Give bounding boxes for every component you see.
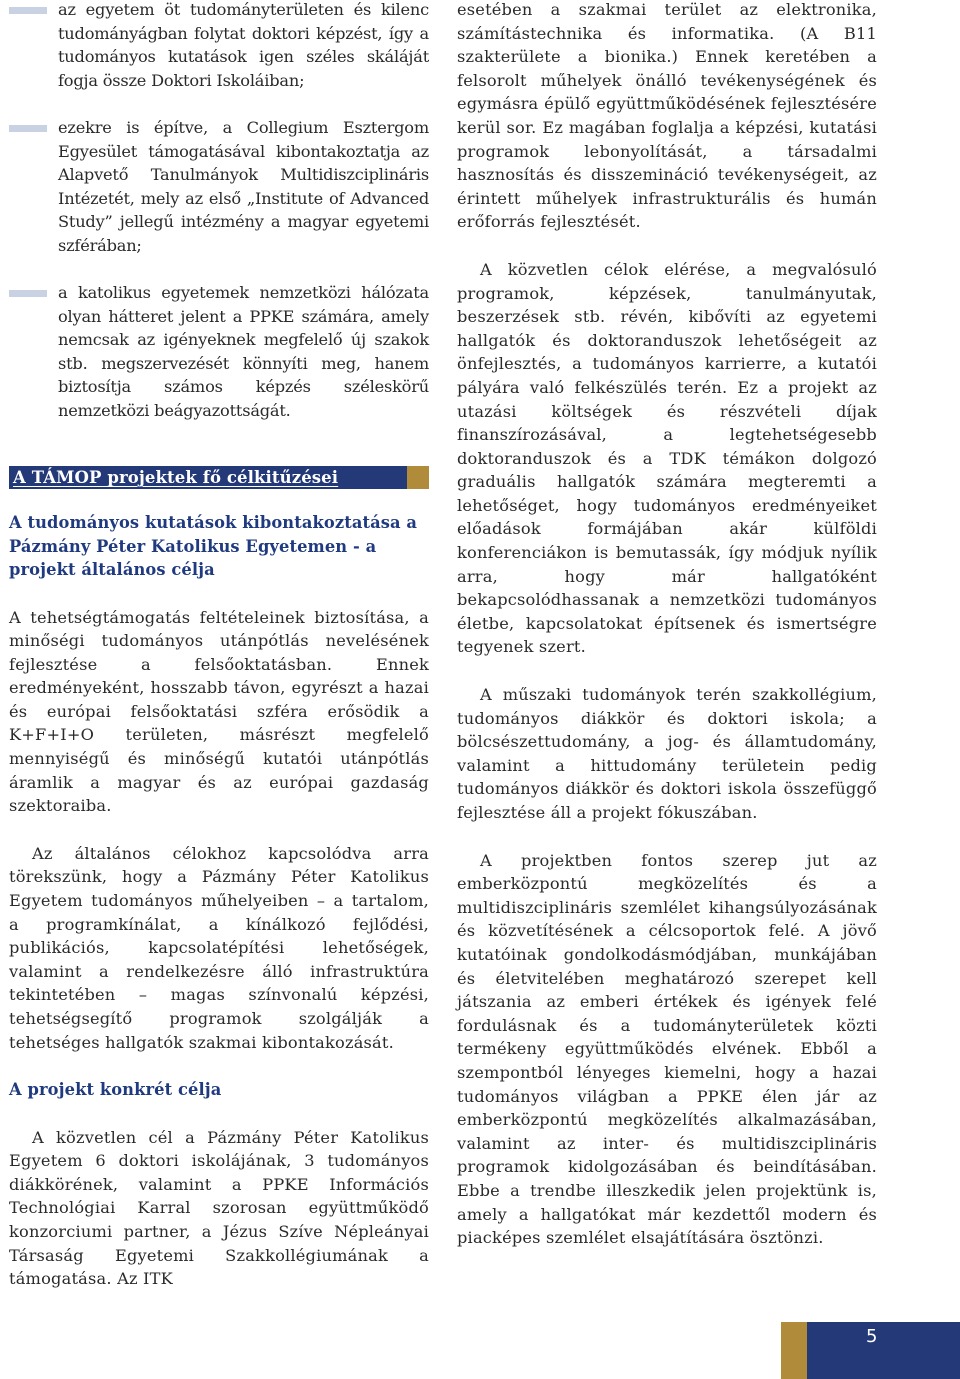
bullet-item xyxy=(9,116,429,257)
paragraph: A műszaki tudományok terén szakkollégium, tudományos diákkör és doktori iskola; a bölcsészettudomány, a jog- és államtudomány, valamint a hittudomány területein pedig tudományos diákkör és doktori iskola összefüggő fejlesztése áll a projekt fókuszában. xyxy=(457,685,877,822)
paragraph: A közvetlen célok elérése, a megvalósuló programok, képzések, tanulmányutak, beszerzések stb. révén, kibővíti az egyetemi hallgatók és doktoranduszok lehetőségeit az önfejlesztés, a tudományos karrierre, a kutatói pályára való felkészülés terén. Ez a projekt az utazási költségek és részvételi díjak finanszírozásával, a legtehetségesebb doktoranduszok és a TDK témákon dolgozó graduális hallgatók számára megteremti a lehetőséget, hogy tudományos eredményeiket előadások formájában akár külföldi konferenciákon is bemutassák, így módjuk nyílik arra, hogy már hallgatóként bekapcsolódhassanak a nemzetközi tudományos életbe, kapcsolatokat építsenek és ismertségre tegyenek szert. xyxy=(457,259,877,657)
paragraph: esetében a szakmai terület az elektronika, számítástechnika és informatika. (A B11 szakterülete a bionika.) Ennek keretében a felsorolt műhelyek önálló tevékenységének és egymásra épülő együttműködésének fejlesztésére kerül sor. Ez magában foglalja a képzési, kutatási programok lebonyolítását, a társadalmi hasznosítás és disszemináció tevékenységeit, az érintett műhelyek infrastrukturális és humán erőforrás fejlesztését. xyxy=(457,0,877,232)
paragraph: A projektben fontos szerep jut az emberközpontú megközelítés és a multidiszciplináris szemlélet kihangsúlyozásának és közvetítésének a célcsoportok felé. A jövő kutatóinak gondolkodásmódjában, munkájában és életvitelében meghatározó szerepet kell játszania az emberi értékek és igények felé fordulásnak és a tudományterületek közti termékeny együttműködés elvének. Ebből a szempontból lényeges kiemelni, hogy a hazai tudományos világban a PPKE élen jár az emberközpontú megközelítés alkalmazásában, valamint az inter- és multidiszciplináris programok kidolgozásában és beindításában. Ebbe a trendbe illeszkedik jelen projektünk is, amely a hallgatókat már kezdettől modern és piacképes szemlélet elsajátítására ösztönzi. xyxy=(457,850,877,1248)
section-title: A TÁMOP projektek fő célkitűzései xyxy=(13,468,339,487)
bullet-text: a katolikus egyetemek nemzetközi hálózata olyan hátteret jelent a PPKE számára, amely nemcsak az igényeknek megfelelő új szakok stb. megszervezését könnyíti meg, hanem biztosítja számos képzés széleskörű nemzetközi beágyazottságát. xyxy=(58,283,429,420)
paragraph: Az általános célokhoz kapcsolódva arra törekszünk, hogy a Pázmány Péter Katolikus Egyetem tudományos műhelyeiben – a tartalom, a programkínálat, a kínálkozó fejlődési, publikációs, kapcsolatépítési lehetőségek, valamint a rendelkezésre álló infrastruktúra tekintetében – magas színvonalú képzési, tehetségsegítő programok szolgálják a tehetséges hallgatók szakmai kibontakozását. xyxy=(9,843,429,1052)
paragraph: A közvetlen cél a Pázmány Péter Katolikus Egyetem 6 doktori iskolájának, 3 tudományos diákkörének, valamint a PPKE Információs Technológiai Karral szorosan együttműködő konzorciumi partner, a Jézus Szíve Népleányai Társaság Egyetemi Szakkollégiumának a támogatása. Az ITK xyxy=(9,1127,429,1289)
footer-gold-accent xyxy=(781,1322,807,1379)
bullet-dash xyxy=(9,125,47,132)
bullet-text: ezekre is építve, a Collegium Esztergom Egyesület támogatásával kibontakoztatja az Alapvető Tanulmányok Multidiszciplináris Intézetét, mely az első „Institute of Advanced Study” jellegű intézmény a magyar egyetemi szférában; xyxy=(58,118,429,255)
bullet-dash xyxy=(9,7,47,14)
bullet-text: az egyetem öt tudományterületen és kilenc tudományágban folytat doktori képzést, így a tudományos kutatások igen széles skáláját fogja össze Doktori Iskoláiban; xyxy=(58,0,429,90)
subheading-concrete-goal: A projekt konkrét célja xyxy=(9,1080,222,1100)
bullet-item xyxy=(9,281,429,422)
bullet-dash xyxy=(9,290,47,297)
right-column xyxy=(457,0,877,1250)
left-column xyxy=(9,0,429,1291)
paragraph: A tehetségtámogatás feltételeinek biztosítása, a minőségi tudományos utánpótlás nevelésének fejlesztése a felsőoktatásban. Ennek eredményeként, hosszabb távon, egyrészt a hazai és európai felsőoktatási szféra erősödik a K+F+I+O területen, másrészt megfelelő mennyiségű és minőségű kutatói utánpótlás áramlik a magyar és az európai gazdaság szektoraiba. xyxy=(9,607,429,816)
bullet-item xyxy=(9,0,429,92)
section-title-accent xyxy=(407,466,429,489)
section-title-bar xyxy=(9,466,429,489)
page-number: 5 xyxy=(866,1326,878,1347)
subheading-general-goal: A tudományos kutatások kibontakoztatása a Pázmány Péter Katolikus Egyetemen - a projekt általános célja xyxy=(9,513,418,579)
footer-page-block xyxy=(807,1322,960,1379)
